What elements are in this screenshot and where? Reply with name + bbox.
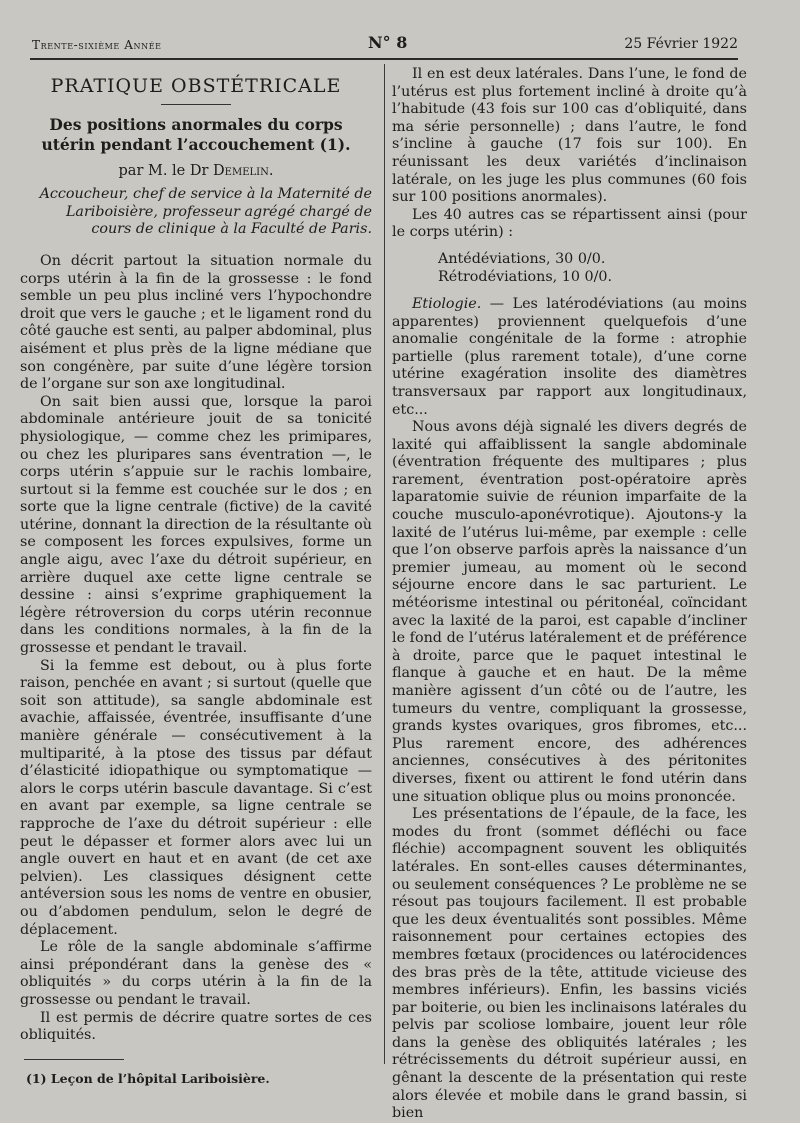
paragraph: Le rôle de la sangle abdominale s’affirme ainsi prépondérant dans la genèse des « obliquités » du corps utérin à la fin de la grossesse ou pendant le travail. [20,939,372,1008]
left-column [20,66,372,1087]
paragraph: Nous avons déjà signalé les divers degrés de laxité qui affaiblissent la sangle abdominale (éventration fréquente des multipares ; plus rarement, éventration post-opératoire après laparatomie suivie de réunion imparfaite de la couche musculo-aponévrotique). Ajoutons-y la laxité de l’utérus lui-même, par exemple : celle que l’on observe parfois après la naissance d’un premier jumeau, au moment où le second séjourne encore dans le sac parturient. Le météorisme intestinal ou péritonéal, coïncidant avec la laxité de la paroi, est capable d’incliner le fond de l’utérus latéralement et de préférence à droite, parce que le paquet intestinal le flanque à gauche et en haut. De la même manière agissent d’un côté ou de l’autre, les tumeurs du ventre, compliquant la grossesse, grands kystes ovariques, gros fibromes, etc... Plus rarement encore, des adhérences anciennes, consécutives à des péritonites diverses, fixent ou attirent le fond utérin dans une situation oblique plus ou moins prononcée. [392,419,747,805]
volume-label: Trente-sixième Année [32,38,162,52]
title-rule [161,104,231,105]
paragraph: Il en est deux latérales. Dans l’une, le fond de l’utérus est plus fortement incliné à droite qu’à l’habitude (43 fois sur 100 cas d’obliquité, dans ma série personnelle) ; dans l’autre, le fond s’incline à gauche (17 fois sur 100). En réunissant les deux variétés d’inclinaison latérale, on les juge les plus communes (60 fois sur 100 positions anormales). [392,66,747,206]
article-title: Des positions anormales du corps utérin pendant l’accouchement (1). [41,114,351,154]
paragraph: On sait bien aussi que, lorsque la paroi abdominale antérieure jouit de sa tonicité physiologique, — comme chez les primipares, ou chez les pluripares sans éventration —, le corps utérin s’appuie sur le rachis lombaire, surtout si la femme est couchée sur le dos ; en sorte que la ligne centrale (fictive) de la cavité utérine, donnant la direction de la résultante où se composent les forces expulsives, forme un angle aigu, avec l’axe du détroit supérieur, en arrière duquel axe cette ligne centrale se dessine : ainsi s’exprime graphiquement la légère rétroversion du corps utérin reconnue dans les conditions normales, à la fin de la grossesse et pendant le travail. [20,393,372,657]
byline-prefix: par M. le Dr [118,162,209,179]
issue-date: 25 Février 1922 [624,36,738,52]
etiology-label: Etiologie. [412,295,482,312]
paragraph: Les présentations de l’épaule, de la face, les modes du front (sommet défléchi ou face fléchie) accompagnent souvent les obliquités latérales. En sont-elles causes déterminantes, ou seulement conséquences ? Le problème ne se résout pas toujours facilement. Il est probable que les deux éventualités sont possibles. Même raisonnement pour certaines ectopies des membres fœtaux (procidences ou latérocidences des bras près de la tête, attitude vicieuse des membres inférieurs). Enfin, les bassins viciés par boiterie, ou bien les inclinaisons latérales du pelvis par scoliose lombaire, jouent leur rôle dans la genèse des obliquités latérales ; les rétrécissements du détroit supérieur aussi, en gênant la descente de la présentation qui reste alors élevée et mobile dans le grand bassin, si bien [392,806,747,1122]
paragraph: Si la femme est debout, ou à plus forte raison, penchée en avant ; si surtout (quelle que soit son attitude), sa sangle abdominale est avachie, affaissée, éventrée, insuffisante d’une manière générale — consécutivement à la multiparité, à la ptose des tissus par défaut d’élasticité idiopathique ou symptomatique — alors le corps utérin bascule davantage. Si c’est en avant par exemple, sa ligne centrale se rapproche de l’axe du détroit supérieur : elle peut le dépasser et former alors avec lui un angle ouvert en haut et en avant (de cet axe pelvien). Les classiques désignent cette antéversion sous les noms de ventre en obusier, ou d’abdomen pendulum, selon le degré de déplacement. [20,657,372,938]
paragraph: On décrit partout la situation normale du corps utérin à la fin de la grossesse : le fond semble un peu plus incliné vers l’hypochondre droit que vers le gauche ; et le ligament rond du côté gauche est senti, au palper abdominal, plus aisément et plus près de la ligne médiane que son congénère, par suite d’une légère torsion de l’organe sur son axe longitudinal. [20,252,372,393]
list-item: Antédéviations, 30 0/0. [438,250,606,267]
section-title: PRATIQUE OBSTÉTRICALE [50,75,342,97]
footnote: (1) Leçon de l’hôpital Lariboisière. [26,1070,270,1086]
paragraph: Les 40 autres cas se répartissent ainsi (pour le corps utérin) : [392,206,747,241]
column-divider [384,64,385,1064]
author-affiliation: Accoucheur, chef de service à la Maternité de Lariboisière, professeur agrégé chargé de cours de clinique à la Faculté de Paris. [39,186,372,238]
issue-number: N° 8 [368,33,408,52]
list-item: Rétrodéviations, 10 0/0. [438,268,613,285]
paragraph: Il est permis de décrire quatre sortes de ces obliquités. [20,1009,372,1044]
page-header [30,32,738,60]
author-name: Demelin. [213,162,274,179]
right-column [392,66,747,1123]
byline [20,163,372,181]
etiology-text: — Les latérodéviations (au moins apparentes) proviennent quelquefois d’une anomalie congénitale de la forme : atrophie partielle (plus rarement totale), d’une corne utérine exagération insolite des diamètres transversaux par rapport aux longitudinaux, etc... [392,295,747,418]
deviation-list [438,250,747,286]
footnote-rule [24,1059,124,1060]
paragraph [392,296,747,419]
